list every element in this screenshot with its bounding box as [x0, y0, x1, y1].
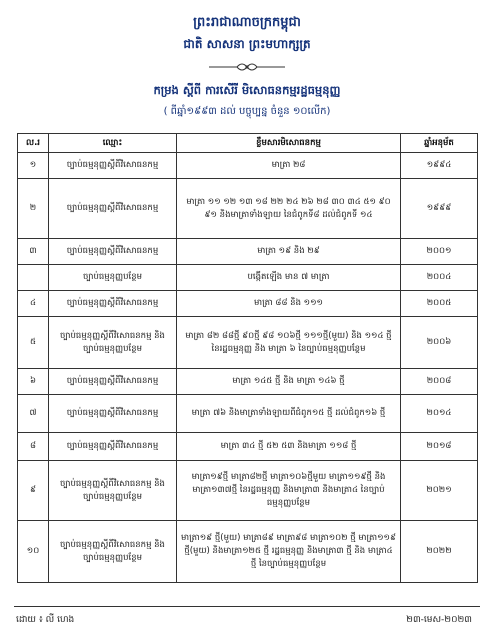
row-articles: មាត្រា ២៨	[177, 153, 401, 179]
row-articles: មាត្រា ៣៤ ថ្មី ៥២ ៥៣ និងមាត្រា ១១៨ ថ្មី	[177, 433, 401, 461]
table-row	[18, 239, 478, 265]
row-law-name: ច្បាប់ធម្មនុញ្ញស្ដីពីវិសោធនកម្ម និង ច្បាប់ធម្មនុញ្ញបន្ថែម	[49, 521, 177, 583]
row-law-name: ច្បាប់ធម្មនុញ្ញស្ដីពីវិសោធនកម្ម និង ច្បាប់ធម្មនុញ្ញបន្ថែម	[49, 461, 177, 521]
table-row	[18, 521, 478, 583]
row-articles: បង្កើតឡើង មាន ៧ មាត្រា	[177, 265, 401, 291]
row-year: ២០០៥	[401, 291, 478, 317]
ornament-divider-icon	[207, 60, 287, 74]
row-articles: មាត្រា ៨៨ និង ១១១	[177, 291, 401, 317]
row-number: ៨	[18, 433, 49, 461]
table-header-row	[18, 134, 478, 153]
row-year: ១៩៩៩	[401, 179, 478, 239]
kingdom-heading: ព្រះរាជាណាចក្រកម្ពុជា	[193, 15, 301, 30]
row-number: ៦	[18, 369, 49, 395]
row-year: ២០០៦	[401, 317, 478, 369]
row-number: ៤	[18, 291, 49, 317]
row-articles: មាត្រា១៩ ថ្មី(មួយ) មាត្រា៨៩ មាត្រា៩៨ មាត្រា១០២ ថ្មី មាត្រា១១៩ ថ្មី(មួយ) និងមាត្រា១២៥ ថ្មី រដ្ឋធម្មនុញ្ញ និងមាត្រា៣ ថ្មី និង មាត្រា៤ ថ្មី នៃច្បាប់ធម្មនុញ្ញបន្ថែម	[177, 521, 401, 583]
row-law-name: ច្បាប់ធម្មនុញ្ញស្ដីពីវិសោធនកម្ម	[49, 433, 177, 461]
motto-heading: ជាតិ សាសនា ព្រះមហាក្សត្រ	[183, 37, 311, 51]
table-row	[18, 369, 478, 395]
row-law-name: ច្បាប់ធម្មនុញ្ញស្ដីពីវិសោធនកម្ម	[49, 395, 177, 433]
row-law-name: ច្បាប់ធម្មនុញ្ញស្ដីពីវិសោធនកម្ម	[49, 179, 177, 239]
row-number: ៣	[18, 239, 49, 265]
document-title: កម្រង ស្ដីពី ការសើរី មិសោធនកម្មរដ្ឋធម្មនុញ្ញ	[153, 83, 341, 97]
row-law-name: ច្បាប់ធម្មនុញ្ញបន្ថែម	[49, 265, 177, 291]
row-number: ២	[18, 179, 49, 239]
row-year: ២០២២	[401, 521, 478, 583]
row-law-name: ច្បាប់ធម្មនុញ្ញស្ដីពីវិសោធនកម្ម	[49, 369, 177, 395]
table-row	[18, 291, 478, 317]
table-row	[18, 395, 478, 433]
row-articles: មាត្រា ១១ ១២ ១៣ ១៨ ២២ ២៤ ២៦ ២៨ ៣០ ៣៤ ៥១ ៩០ ៩១ និងមាត្រាទាំងឡាយ នៃជំពូកទី៨ ដល់ជំពូកទី ១៤	[177, 179, 401, 239]
row-number	[18, 265, 49, 291]
row-articles: មាត្រា១៩ថ្មី មាត្រា៨២ថ្មី មាត្រា១០៦ថ្មីមួយ មាត្រា១១៩ថ្មី និងមាត្រា១៣៧ថ្មី នៃរដ្ឋធម្មនុញ្ញ និងមាត្រា៣ និងមាត្រា៤ នៃច្បាប់ធម្មនុញ្ញបន្ថែម	[177, 461, 401, 521]
row-year: ១៩៩៤	[401, 153, 478, 179]
row-number: ៧	[18, 395, 49, 433]
header-content: ខ្លឹមសារមិសោធនកម្ម	[177, 134, 401, 153]
footer-date: ២៣-មេស-២០២៣	[406, 615, 472, 625]
row-number: ៥	[18, 317, 49, 369]
row-law-name: ច្បាប់ធម្មនុញ្ញស្ដីពីវិសោធនកម្ម	[49, 239, 177, 265]
header-name: ឈ្មោះ	[49, 134, 177, 153]
table-row	[18, 179, 478, 239]
header-number: ល.រ	[18, 134, 49, 153]
row-articles: មាត្រា ១៩ និង ២៩	[177, 239, 401, 265]
row-year: ២០០៨	[401, 369, 478, 395]
table-row	[18, 153, 478, 179]
row-year: ២០០១	[401, 239, 478, 265]
table-row	[18, 265, 478, 291]
row-year: ២០០៤	[401, 265, 478, 291]
header-year: ឆ្នាំអនុម័ត	[401, 134, 478, 153]
footer-divider	[14, 606, 480, 607]
row-law-name: ច្បាប់ធម្មនុញ្ញស្ដីពីវិសោធនកម្ម និង ច្បាប់ធម្មនុញ្ញបន្ថែម	[49, 317, 177, 369]
row-number: ១០	[18, 521, 49, 583]
amendments-table	[17, 133, 478, 583]
row-articles: មាត្រា ៧៦ និងមាត្រាទាំងឡាយពីជំពូក១៥ ថ្មី ដល់ជំពូក១៦ ថ្មី	[177, 395, 401, 433]
footer-author: ដោយ ៖ លី ហេង	[16, 615, 75, 625]
row-year: ២០១៨	[401, 433, 478, 461]
row-number: ១	[18, 153, 49, 179]
row-year: ២០១៤	[401, 395, 478, 433]
table-row	[18, 461, 478, 521]
row-articles: មាត្រា ១៤៥ ថ្មី និង មាត្រា ១៤៦ ថ្មី	[177, 369, 401, 395]
table-row	[18, 317, 478, 369]
row-law-name: ច្បាប់ធម្មនុញ្ញស្ដីពីវិសោធនកម្ម	[49, 291, 177, 317]
row-articles: មាត្រា ៨២ ៨៨ថ្មី ៩០ថ្មី ៩៨ ១០៦ថ្មី ១១១ថ្មី(មួយ) និង ១១៤ ថ្មី នៃរដ្ឋធម្មនុញ្ញ និង មាត្រា ៦ នៃច្បាប់ធម្មនុញ្ញបន្ថែម	[177, 317, 401, 369]
row-law-name: ច្បាប់ធម្មនុញ្ញស្ដីពីវិសោធនកម្ម	[49, 153, 177, 179]
document-subtitle: ( ពីឆ្នាំ១៩៩៣ ដល់ បច្ចុប្បន្ន ចំនួន ១០លើក)	[163, 106, 331, 117]
row-year: ២០២១	[401, 461, 478, 521]
table-row	[18, 433, 478, 461]
row-number: ៩	[18, 461, 49, 521]
